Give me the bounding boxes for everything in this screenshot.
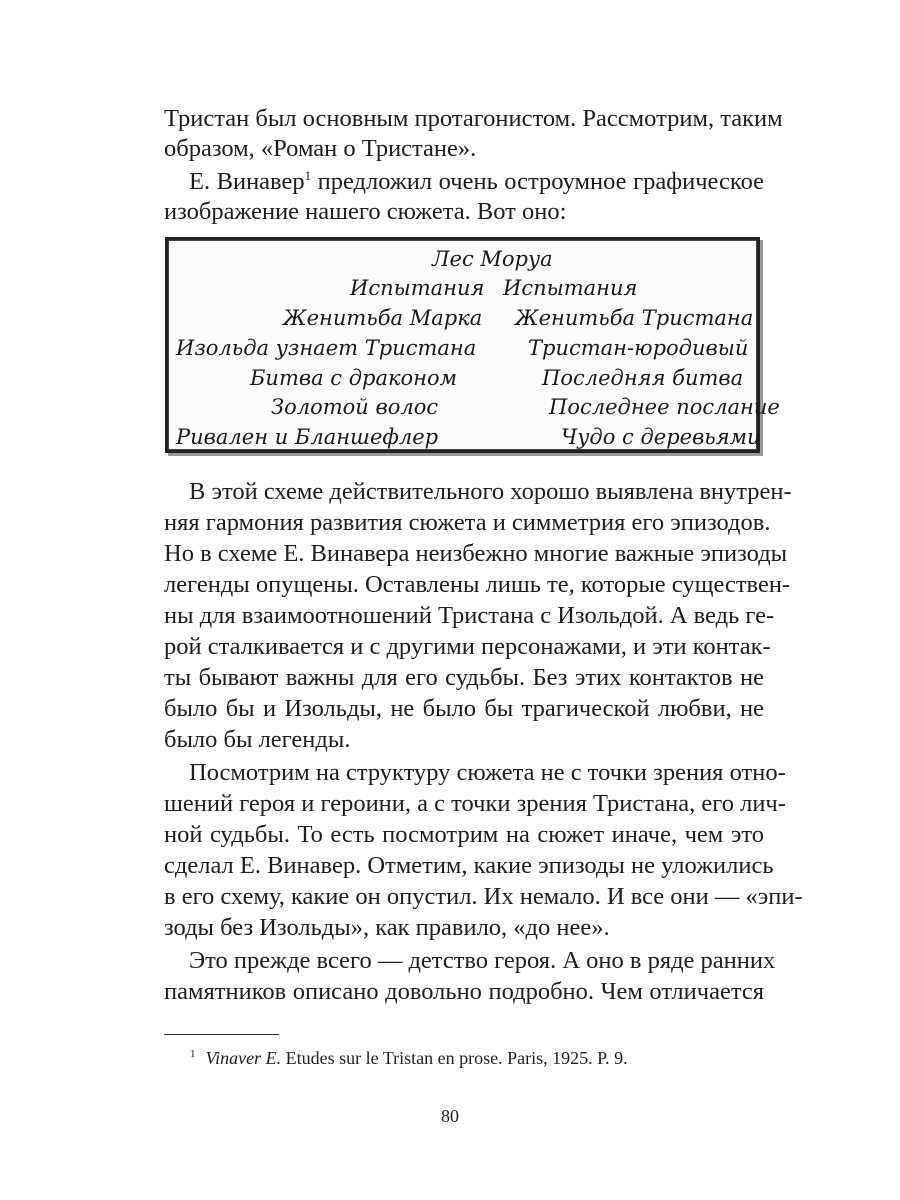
paragraph-4-line: зоды без Изольды», как правило, «до нее».	[164, 914, 610, 941]
scheme-right-item: Испытания	[503, 276, 638, 300]
scheme-right-item: Последнее послание	[549, 395, 780, 419]
paragraph-2-line-1-rest: предложил очень остроумное графическое	[311, 168, 764, 195]
paragraph-3-line: няя гармония развития сюжета и симметрия его эпизодов.	[164, 509, 771, 536]
page-number: 80	[441, 1106, 459, 1126]
paragraph-3-line: ты бывают важны для его судьбы. Без этих контактов не	[164, 664, 764, 691]
scheme-left-item: Испытания	[350, 276, 485, 300]
paragraph-3-line: Но в схеме Е. Винавера неизбежно многие важные эпизоды	[164, 540, 788, 567]
scheme-left-item: Битва с драконом	[250, 366, 458, 390]
footnote-reference[interactable]: 1	[304, 167, 312, 183]
paragraph-2-line-1	[189, 167, 764, 197]
scheme-left-item: Женитьба Марка	[283, 306, 483, 330]
paragraph-3-line: рой сталкивается и с другими персонажами, и эти контак-	[164, 633, 771, 660]
paragraph-3-line: ны для взаимоотношений Тристана с Изольдой. А ведь ге-	[164, 602, 775, 629]
author-name: Е. Винавер	[189, 168, 305, 195]
footnote-author: Vinaver E.	[205, 1048, 282, 1068]
scheme-left-item: Изольда узнает Тристана	[176, 336, 477, 360]
paragraph-4-line: ной судьбы. То есть посмотрим на сюжет иначе, чем это	[164, 821, 764, 848]
scheme-right-item: Чудо с деревьями	[561, 425, 761, 449]
footnote	[190, 1047, 628, 1069]
paragraph-3-line: легенды опущены. Оставлены лишь те, которые существен-	[164, 571, 791, 598]
paragraph-4-line: сделал Е. Винавер. Отметим, какие эпизоды не уложились	[164, 852, 774, 879]
paragraph-1-line-2: образом, «Роман о Тристане».	[164, 135, 477, 162]
scheme-left-item: Золотой волос	[271, 395, 439, 419]
scheme-right-item: Женитьба Тристана	[515, 306, 754, 330]
scheme-right-item: Последняя битва	[542, 366, 744, 390]
scheme-top: Лес Моруа	[432, 247, 553, 271]
paragraph-3-line: было бы и Изольды, не было бы трагической любви, не	[164, 695, 764, 722]
scheme-left-item: Ривален и Бланшефлер	[176, 425, 439, 449]
paragraph-4-line: Посмотрим на структуру сюжета не с точки зрения отно-	[189, 759, 786, 786]
footnote-divider	[164, 1034, 279, 1035]
paragraph-4-line: в его схему, какие он опустил. Их немало. И все они — «эпи-	[164, 883, 803, 910]
paragraph-4-line: шений героя и героини, а с точки зрения Тристана, его лич-	[164, 790, 786, 817]
paragraph-5-line: Это прежде всего — детство героя. А оно в ряде ранних	[189, 947, 776, 974]
paragraph-3-line: было бы легенды.	[164, 726, 351, 753]
scheme-right-item: Тристан-юродивый	[528, 336, 749, 360]
footnote-text: Etudes sur le Tristan en prose. Paris, 1925. P. 9.	[281, 1048, 628, 1068]
paragraph-5-line: памятников описано довольно подробно. Чем отличается	[164, 978, 764, 1005]
paragraph-3-line: В этой схеме действительного хорошо выявлена внутрен-	[189, 478, 792, 505]
paragraph-2-line-2: изображение нашего сюжета. Вот оно:	[164, 198, 567, 225]
footnote-number: 1	[190, 1048, 196, 1060]
paragraph-1-line-1: Тристан был основным протагонистом. Рассмотрим, таким	[164, 105, 783, 132]
